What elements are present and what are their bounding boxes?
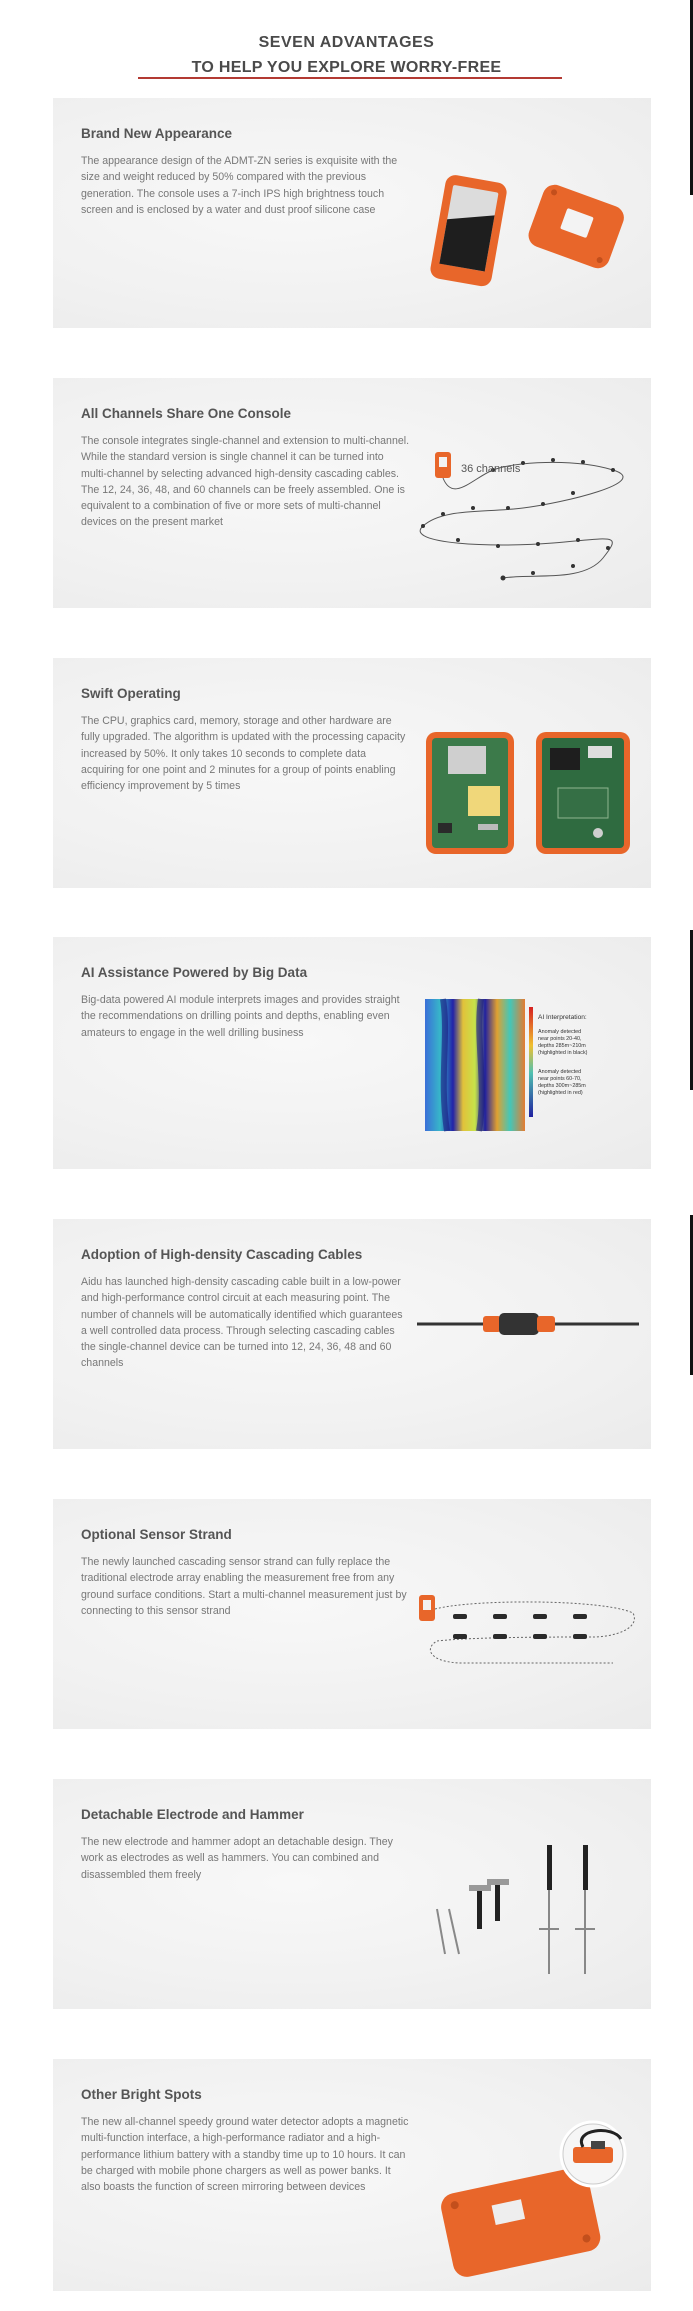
card-ai-assistance: [53, 937, 651, 1169]
card-cascading-cables: [53, 1219, 651, 1449]
ai-note1-l1: Anomaly detected: [538, 1029, 582, 1035]
card-swift-operating: [53, 658, 651, 888]
card-title: Adoption of High-density Cascading Cables: [81, 1247, 363, 1262]
card-title: All Channels Share One Console: [81, 406, 292, 421]
ai-note2-l4: (highlighted in red): [538, 1090, 583, 1096]
card-title: Swift Operating: [81, 686, 181, 701]
ai-note1-l4: (highlighted in black): [538, 1050, 588, 1056]
ai-note1-l2: near points 20-40,: [538, 1036, 582, 1042]
circuit-board-image: [418, 728, 638, 858]
card-title: Detachable Electrode and Hammer: [81, 1807, 304, 1822]
card-text: The newly launched cascading sensor strand can fully replace the traditional electrode array enabling the measurement free from any ground surface conditions. Start a multi-channel measurement just by connecting to this sensor strand: [81, 1556, 407, 1617]
card-all-channels: [53, 378, 651, 608]
card-title: Other Bright Spots: [81, 2087, 202, 2102]
ai-note2-l1: Anomaly detected: [538, 1069, 582, 1075]
magnetic-interface-image: [423, 2119, 638, 2279]
card-title: AI Assistance Powered by Big Data: [81, 965, 308, 980]
card-sensor-strand: [53, 1499, 651, 1729]
electrode-hammer-image: [423, 1839, 623, 1979]
channels-label: 36 channels: [461, 463, 521, 475]
card-text: The new electrode and hammer adopt an detachable design. They work as electrodes as well as hammers. You can combined and disassembled them freely: [81, 1836, 393, 1881]
card-text: The appearance design of the ADMT-ZN series is exquisite with the size and weight reduced by 50% compared with the previous generation. The console uses a 7-inch IPS high brightness touch screen and is enclosed by a water and dust proof silicone case: [81, 155, 398, 216]
card-text: The new all-channel speedy ground water detector adopts a magnetic multi-function interface, a high-performance radiator and a high-performance lithium battery with a standby time up to 10 hours. It can be charged with mobile phone chargers as well as power banks. It also boasts the function of screen mirroring between devices: [81, 2116, 409, 2194]
multi-channel-cable-image: [413, 448, 643, 588]
card-text: Aidu has launched high-density cascading cable built in a low-power and high-performance control circuit at each measuring point. The number of channels will be automatically identified which guarantees a well controlled data process. Through selecting cascading cables the single-channel device can be turned into 12, 24, 36, 48 and 60 channels: [81, 1276, 403, 1370]
card-text: Big-data powered AI module interprets images and provides straight the recommendations on drilling points and depths, enabling even amateurs to engage in the well drilling business: [81, 994, 400, 1039]
card-title: Optional Sensor Strand: [81, 1527, 232, 1542]
header-line-1: SEVEN ADVANTAGES: [258, 34, 435, 51]
sensor-strand-image: [413, 1589, 643, 1669]
ai-note2-l2: near points 60-70,: [538, 1076, 582, 1082]
ai-note2-l3: depths 300m~285m: [538, 1083, 586, 1089]
ai-title: AI Interpretation:: [538, 1014, 587, 1021]
page-header: [0, 34, 693, 77]
card-title: Brand New Appearance: [81, 126, 233, 141]
console-device-image: [423, 163, 638, 313]
card-electrode-hammer: [53, 1779, 651, 2009]
card-text: The CPU, graphics card, memory, storage and other hardware are fully upgraded. The algorithm is updated with the processing capacity increased by 50%. It only takes 10 seconds to complete data acquiring for one point and 2 minutes for a group of points enabling efficiency improvement by 5 times: [81, 715, 406, 793]
cable-connector-image: [413, 1299, 643, 1349]
card-brand-new-appearance: [53, 98, 651, 328]
header-underline: [138, 77, 562, 79]
header-line-2: TO HELP YOU EXPLORE WORRY-FREE: [191, 59, 502, 76]
resistivity-heatmap-image: [413, 997, 643, 1142]
card-other-bright-spots: [53, 2059, 651, 2291]
card-text: The console integrates single-channel and extension to multi-channel. While the standard version is single channel it can be turned into multi-channel by selecting advanced high-density cascading cables. The 12, 24, 36, 48, and 60 channels can be freely assembled. One is equivalent to a combination of five or more sets of multi-channel devices on the present market: [81, 435, 410, 529]
ai-note1-l3: depths 285m~210m: [538, 1043, 586, 1049]
